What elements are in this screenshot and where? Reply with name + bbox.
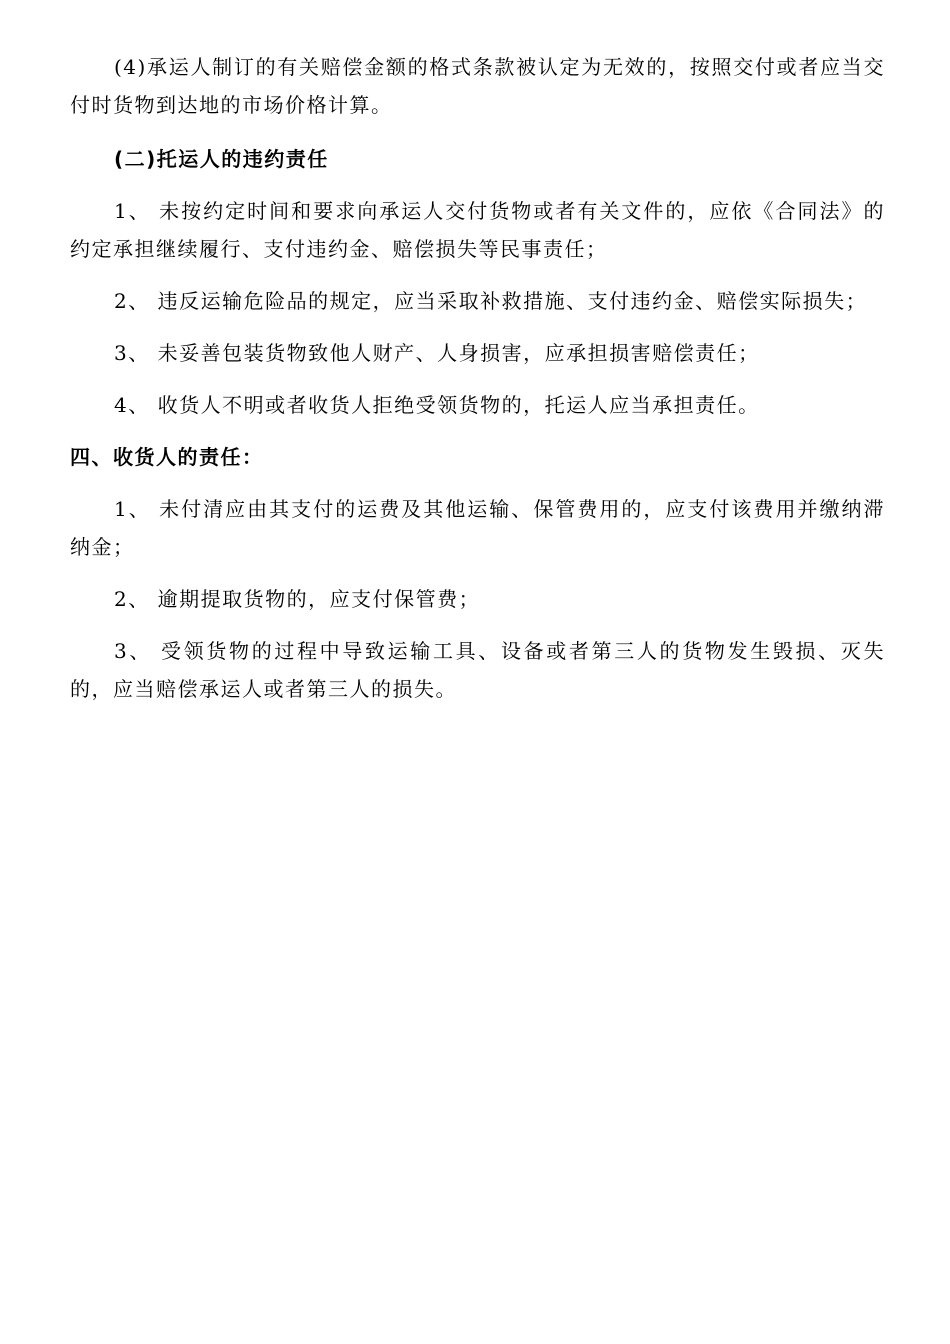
shipper-liability-item-1: 1、 未按约定时间和要求向承运人交付货物或者有关文件的，应依《合同法》的约定承担继续履行、支付违约金、赔偿损失等民事责任； — [70, 199, 885, 261]
section-heading-shipper-liability: (二)托运人的违约责任 — [114, 147, 329, 171]
consignee-liability-item-1: 1、 未付清应由其支付的运费及其他运输、保管费用的，应支付该费用并缴纳滞纳金； — [70, 497, 885, 559]
shipper-liability-item-3: 3、 未妥善包装货物致他人财产、人身损害，应承担损害赔偿责任； — [114, 341, 760, 365]
shipper-liability-item-2: 2、 违反运输危险品的规定，应当采取补救措施、支付违约金、赔偿实际损失； — [114, 289, 868, 313]
consignee-liability-item-2: 2、 逾期提取货物的，应支付保管费； — [114, 587, 481, 611]
shipper-liability-item-4: 4、 收货人不明或者收货人拒绝受领货物的，托运人应当承担责任。 — [114, 393, 760, 417]
paragraph-carrier-liability-clause-4: (4)承运人制订的有关赔偿金额的格式条款被认定为无效的，按照交付或者应当交付时货物到达地的市场价格计算。 — [70, 55, 885, 117]
document-body — [70, 48, 885, 708]
consignee-liability-item-3: 3、 受领货物的过程中导致运输工具、设备或者第三人的货物发生毁损、灭失的，应当赔偿承运人或者第三人的损失。 — [70, 639, 885, 701]
section-heading-consignee-liability: 四、收货人的责任： — [70, 445, 264, 469]
